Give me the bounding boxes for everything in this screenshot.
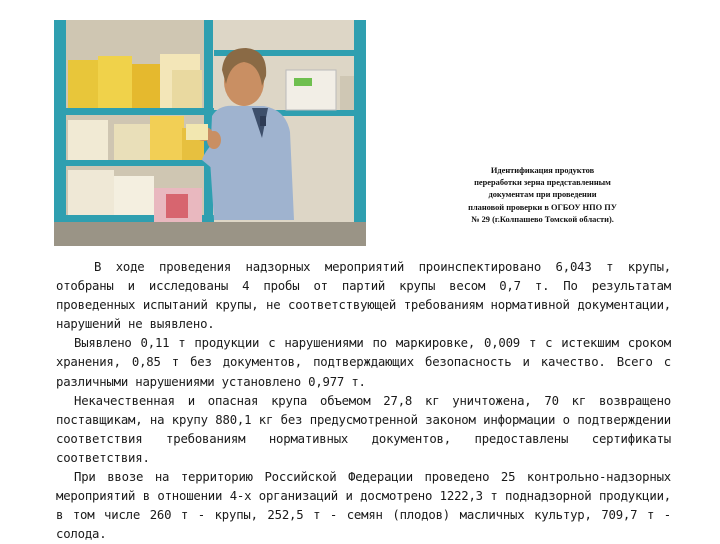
photo-caption: [420, 165, 665, 226]
paragraph-violations: Выявлено 0,11 т продукции с нарушениями по маркировке, 0,009 т с истекшим сроком хранения, 0,85 т без документов, подтверждающих безопасность и качество. Всего с различными нарушениями установлено 0,977 т.: [56, 336, 671, 389]
caption-line: плановой проверки в ОГБОУ НПО ПУ: [468, 202, 617, 212]
report-text: [56, 258, 671, 544]
caption-line: Идентификация продуктов: [490, 166, 595, 175]
caption-line: документам при проведении: [488, 190, 597, 200]
inspection-photo: [54, 20, 366, 246]
inspection-photo-illustration: [54, 20, 366, 246]
paragraph-imports: При ввозе на территорию Российской Федерации проведено 25 контрольно-надзорных мероприятий в отношении 4-х организаций и досмотрено 1222,3 т поднадзорной продукции, в том числе 260 т - крупы, 252,5 т - семян (плодов) масличных культур, 709,7 т - солода.: [56, 470, 671, 542]
caption-line: № 29 (г.Колпашево Томской области).: [471, 214, 614, 224]
paragraph-disposal: Некачественная и опасная крупа объемом 27,8 кг уничтожена, 70 кг возвращено поставщикам, на крупу 880,1 кг без предусмотренной законом информации о подтверждении соответствия требованиям нормативных документов, предоставлены сертификаты соответствия.: [56, 393, 671, 465]
caption-line: переработки зерна представленным: [474, 178, 611, 188]
paragraph-inspection-results: В ходе проведения надзорных мероприятий проинспектировано 6,043 т крупы, отобраны и исследованы 4 пробы от партий крупы весом 0,7 т. По результатам проведенных испытаний крупы, не соответствующей требованиям нормативной документации, нарушений не выявлено.: [56, 260, 671, 332]
